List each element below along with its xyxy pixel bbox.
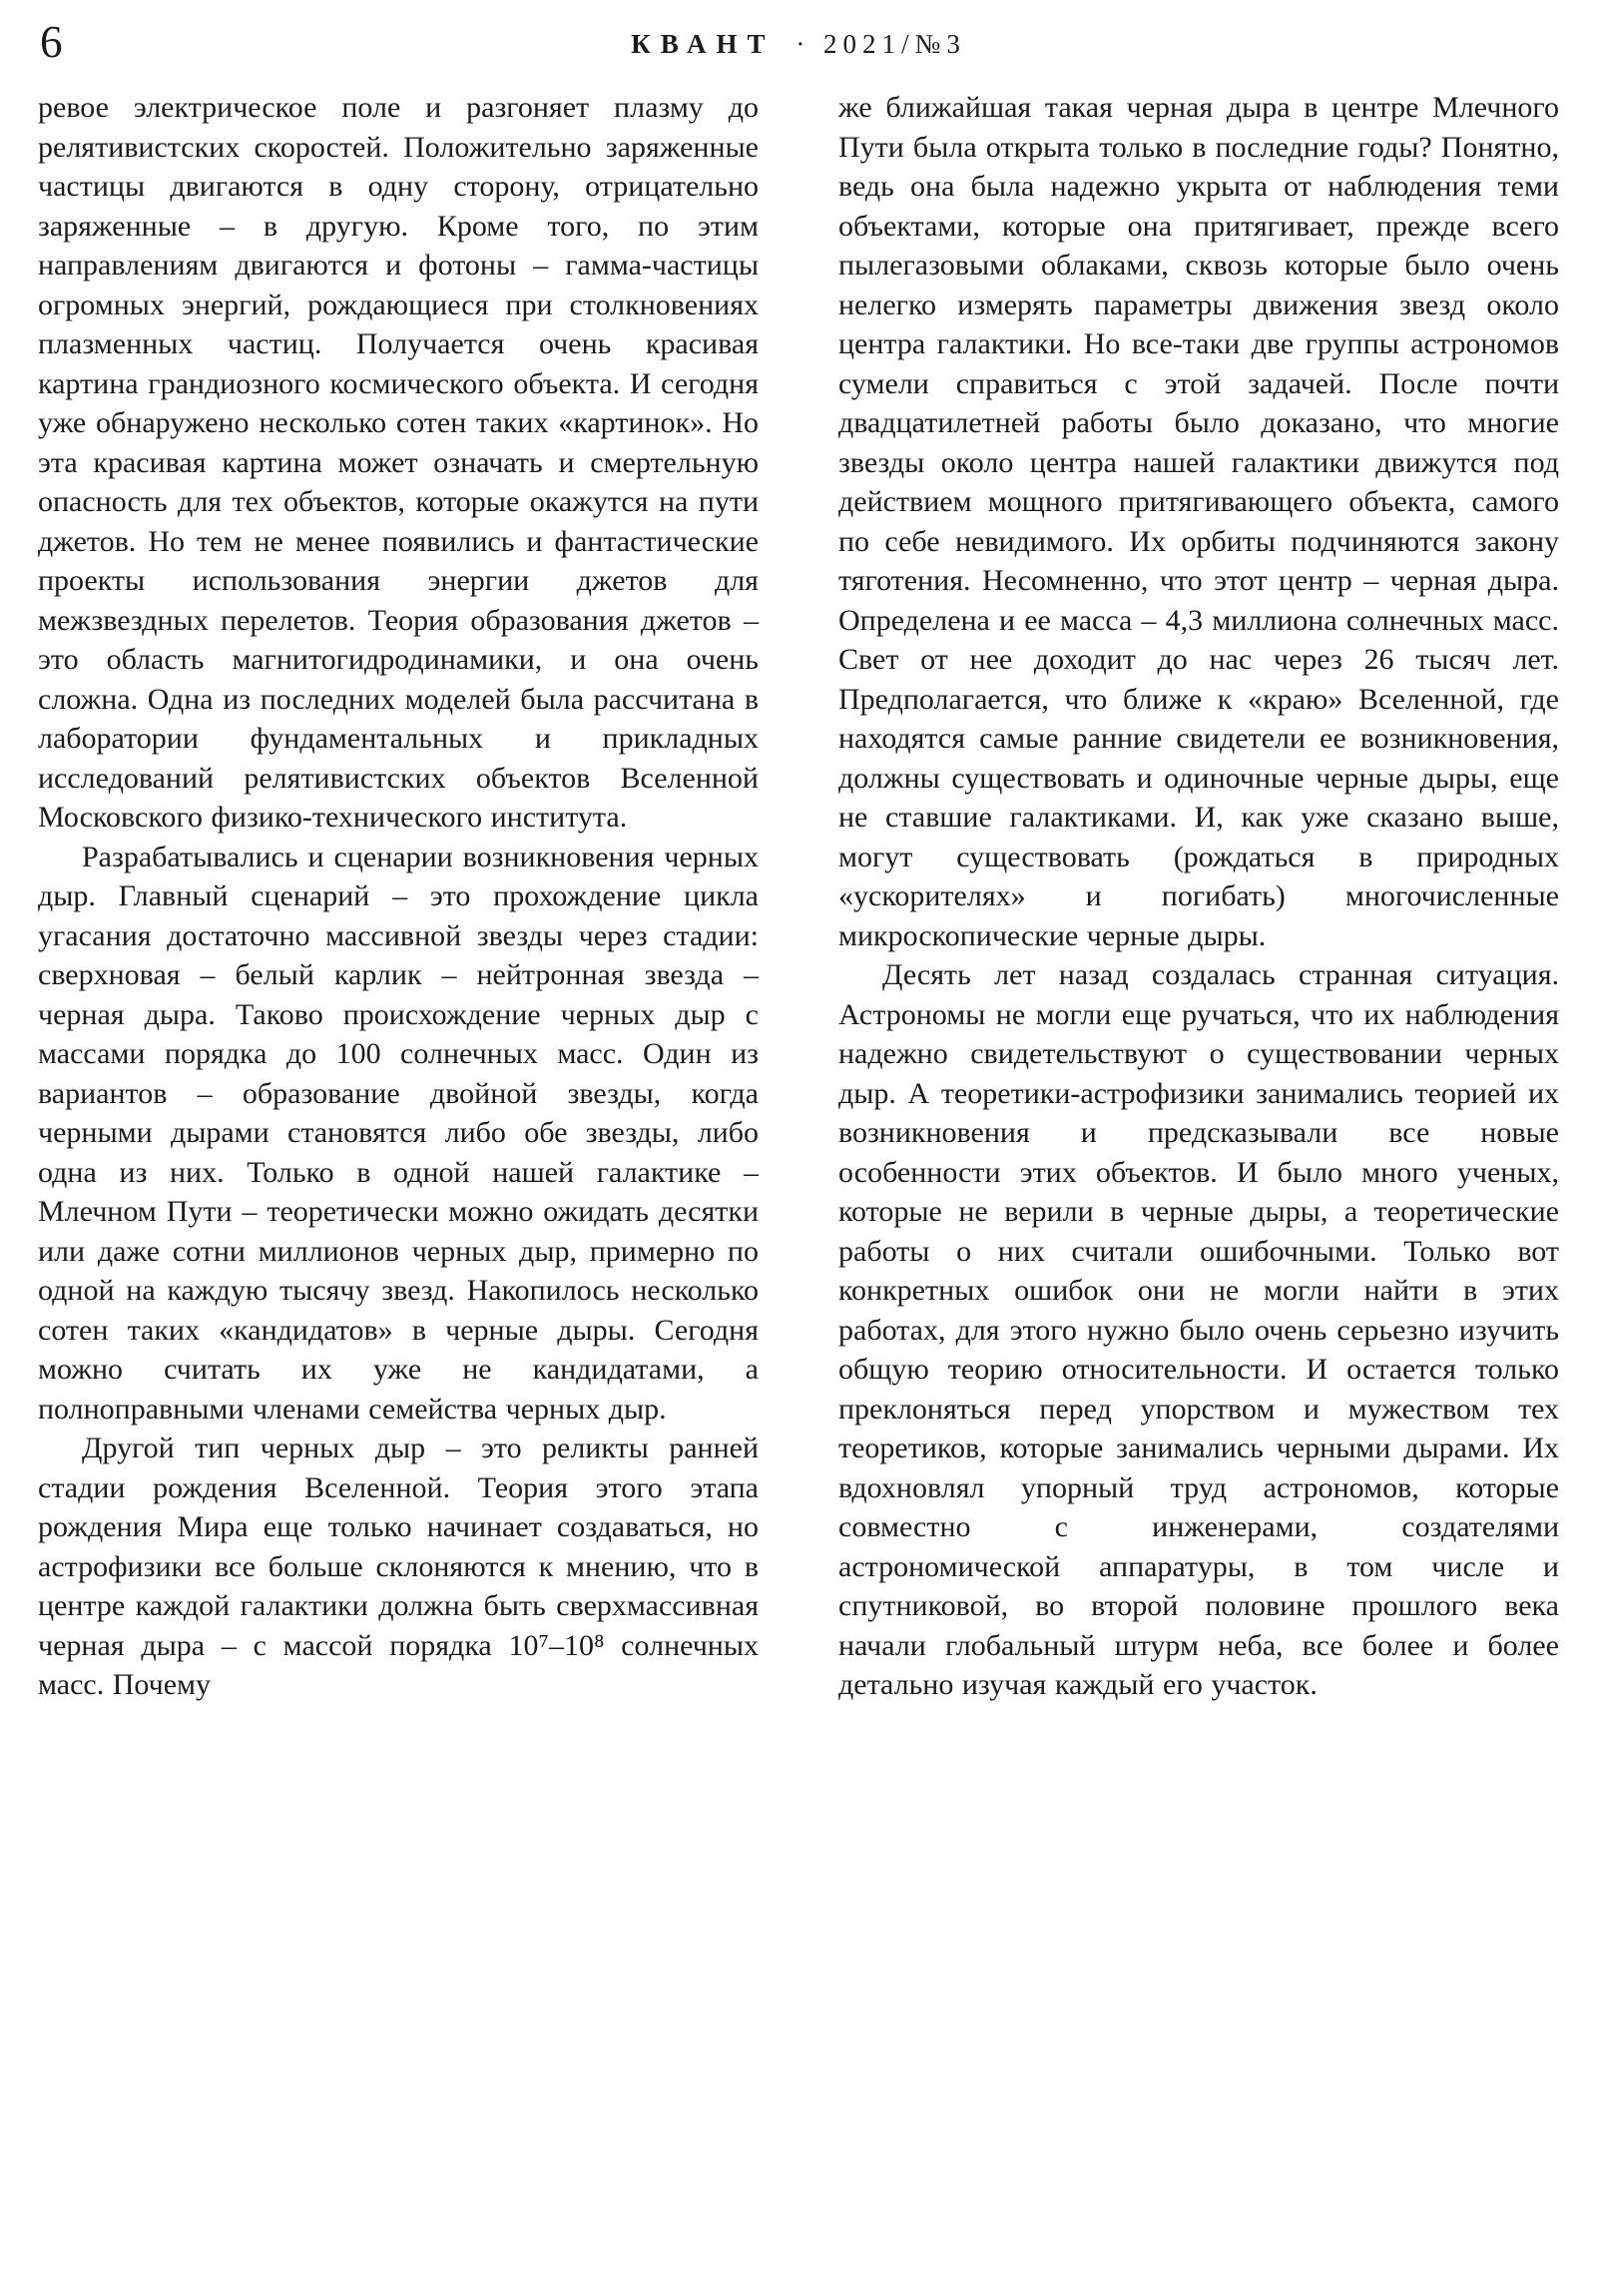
paragraph: же ближайшая такая черная дыра в центре Млечного Пути была открыта только в последние годы? Понятно, ведь она была надежно укрыта от наблюдения теми объектами, которые она притягивает, прежде всего пылегазовыми облаками, сквозь которые было очень нелегко измерять параметры движения звезд около центра галактики. Но все-таки две группы астрономов сумели справиться с этой задачей. После почти двадцатилетней работы было доказано, что многие звезды около центра нашей галактики движутся под действием мощного притягивающего объекта, самого по себе невидимого. Их орбиты подчиняются закону тяготения. Несомненно, что этот центр – черная дыра. Определена и ее масса – 4,3 миллиона солнечных масс. Свет от нее доходит до нас через 26 тысяч лет. Предполагается, что ближе к «краю» Вселенной, где находятся самые ранние свидетели ее возникновения, должны существовать и одиночные черные дыры, еще не ставшие галактиками. И, как уже сказано выше, могут существовать (рождаться в природных «ускорителях» и погибать) многочисленные микроскопические черные дыры. [838,91,1559,952]
page-number: 6 [40,17,63,67]
left-column [38,88,759,1705]
issue-label: · 2021/№3 [796,29,966,59]
journal-title: КВАНТ [631,29,776,59]
paragraph: Другой тип черных дыр – это реликты ранней стадии рождения Вселенной. Теория этого этапа рождения Мира еще только начинает создаваться, но астрофизики все больше склоняются к мнению, что в центре каждой галактики должна быть сверхмассивная черная дыра – с массой порядка 10⁷–10⁸ солнечных масс. Почему [38,1432,759,1701]
paragraph: Десять лет назад создалась странная ситуация. Астрономы не могли еще ручаться, что их наблюдения надежно свидетельствуют о существовании черных дыр. А теоретики-астрофизики занимались теорией их возникновения и предсказывали все новые особенности этих объектов. И было много ученых, которые не верили в черные дыры, а теоретические работы о них считали ошибочными. Только вот конкретных ошибок они не могли найти в этих работах, для этого нужно было очень серьезно изучить общую теорию относительности. И остается только преклоняться перед упорством и мужеством тех теоретиков, которые занимались черными дырами. Их вдохновлял упорный труд астрономов, которые совместно с инженерами, создателями астрономической аппаратуры, в том числе и спутниковой, во второй половине прошлого века начали глобальный штурм неба, все более и более детально изучая каждый его участок. [838,958,1559,1701]
right-column [838,88,1559,1705]
page-header [38,17,1559,74]
journal-line [38,22,1559,58]
paragraph: ревое электрическое поле и разгоняет плазму до релятивистских скоростей. Положительно заряженные частицы двигаются в одну сторону, отрицательно заряженные – в другую. Кроме того, по этим направлениям двигаются и фотоны – гамма-частицы огромных энергий, рождающиеся при столкновениях плазменных частиц. Получается очень красивая картина грандиозного космического объекта. И сегодня уже обнаружено несколько сотен таких «картинок». Но эта красивая картина может означать и смертельную опасность для тех объектов, которые окажутся на пути джетов. Но тем не менее появились и фантастические проекты использования энергии джетов для межзвездных перелетов. Теория образования джетов – это область магнитогидродинамики, и она очень сложна. Одна из последних моделей была рассчитана в лаборатории фундаментальных и прикладных исследований релятивистских объектов Вселенной Московского физико-технического института. [38,91,759,834]
article-body [38,88,1559,1705]
paragraph: Разрабатывались и сценарии возникновения черных дыр. Главный сценарий – это прохождение цикла угасания достаточно массивной звезды через стадии: сверхновая – белый карлик – нейтронная звезда – черная дыра. Таково происхождение черных дыр с массами порядка до 100 солнечных масс. Один из вариантов – образование двойной звезды, когда черными дырами становятся либо обе звезды, либо одна из них. Только в одной нашей галактике – Млечном Пути – теоретически можно ожидать десятки или даже сотни миллионов черных дыр, примерно по одной на каждую тысячу звезд. Накопилось несколько сотен таких «кандидатов» в черные дыры. Сегодня можно считать их уже не кандидатами, а полноправными членами семейства черных дыр. [38,840,759,1426]
